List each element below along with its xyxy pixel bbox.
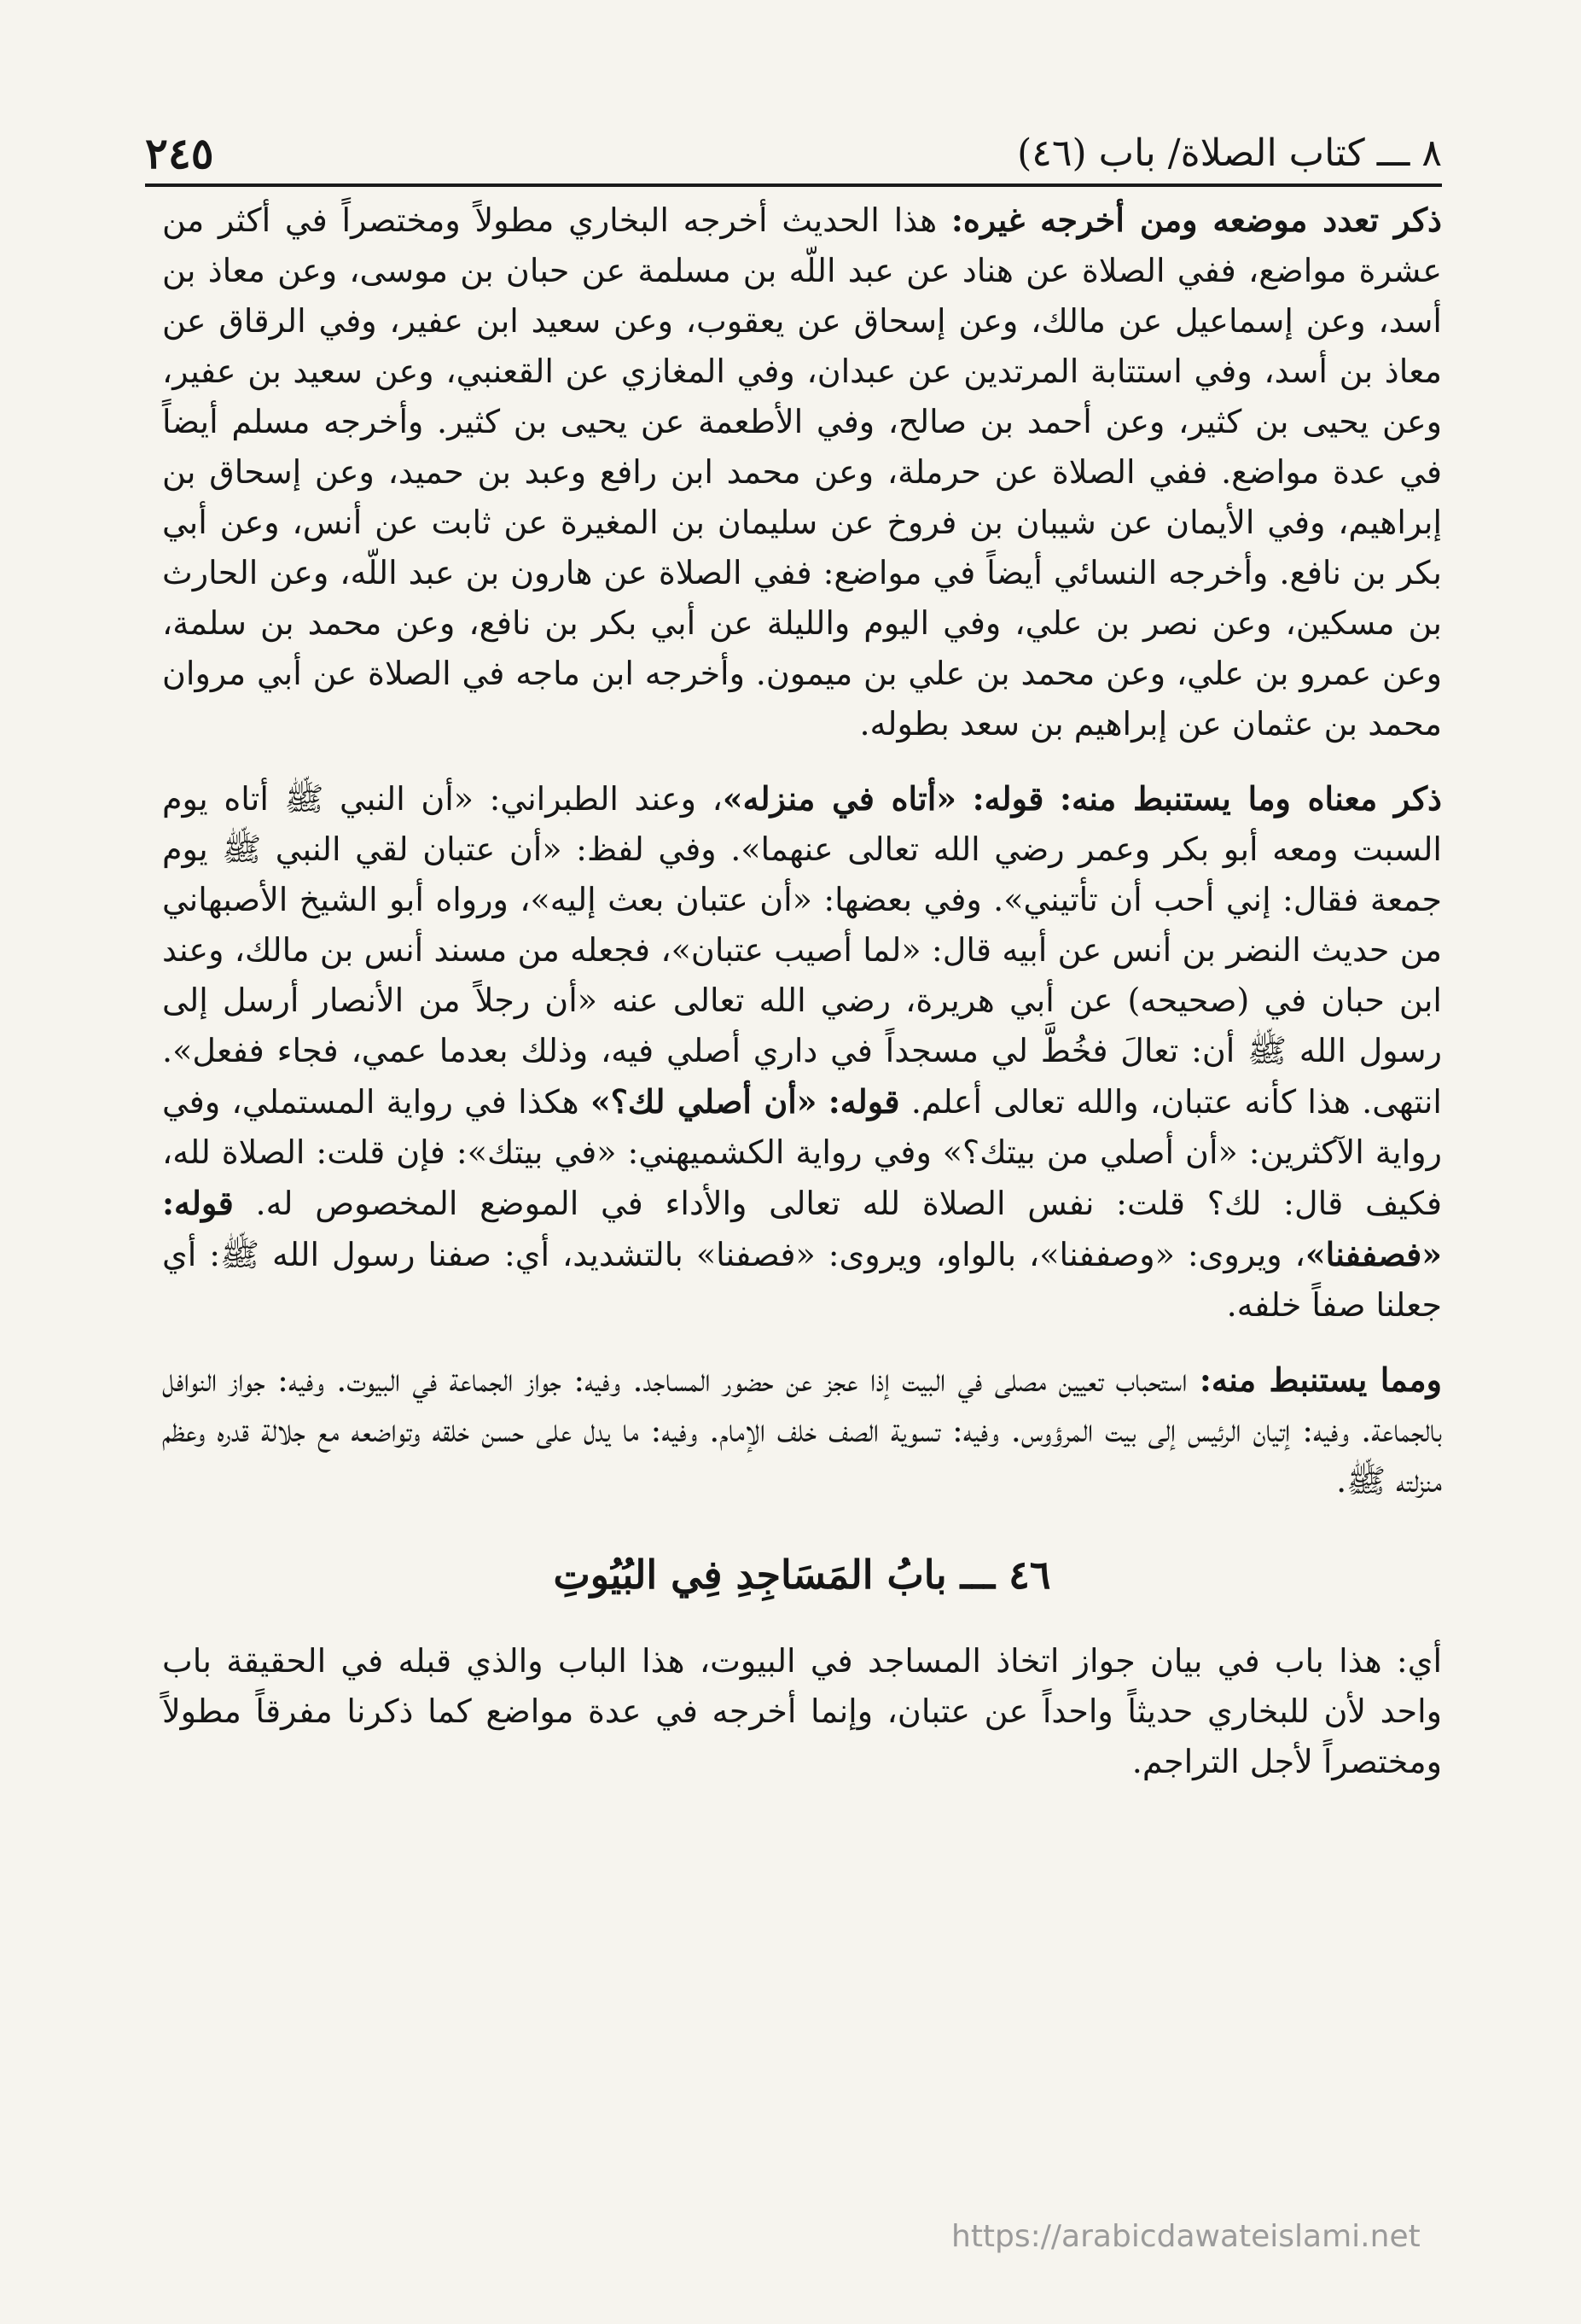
chapter-intro (162, 1636, 1442, 1787)
takhrij-section (162, 195, 1442, 749)
chapter-heading: ٤٦ ـــ بابُ المَسَاجِدِ فِي البُيُوتِ (553, 1552, 1051, 1598)
istinbat-section (162, 1354, 1442, 1506)
qawluhu-label-2: قوله: (828, 1082, 900, 1121)
watermark-url: https://arabicdawateislami.net (951, 2219, 1421, 2254)
chapter-intro-text: أي: هذا باب في بيان جواز اتخاذ المساجد في البيوت، هذا الباب والذي قبله في الحقيقة باب واحد لأن للبخاري حديثاً واحداً عن عتبان، وإنما أخرجه في عدة مواضع كما ذكرنا مفرقاً مطولاً ومختصراً لأجل التراجم. (162, 1642, 1442, 1780)
istinbat-text: استحباب تعيين مصلى في البيت إذا عجز عن حضور المساجد. وفيه: جواز الجماعة في البيوت. وفيه: جواز النوافل بالجماعة. وفيه: إتيان الرئيس إلى بيت المرؤوس. وفيه: تسوية الصف خلف الإمام. وفيه: ما يدل على حسن خلقه وتواضعه مع جلالة قدره وعظم منزلته ﷺ. (162, 1361, 1442, 1500)
qawluhu-label-1: قوله: (972, 779, 1044, 818)
page-body (162, 195, 1442, 1787)
maana-text-2: هكذا في رواية المستملي، وفي رواية الآكثرين: «أن أصلي من بيتك؟» وفي رواية الكشميهني: «في بيتك»: فإن قلت: الصلاة لله، فكيف قال: لك؟ قلت: نفس الصلاة لله تعالى والأداء في الموضع المخصوص له. (162, 1083, 1442, 1222)
maana-text-3: ، ويروى: «وصففنا»، بالواو، ويروى: «فصفنا» بالتشديد، أي: صفنا رسول الله ﷺ: أي جعلنا صفاً خلفه. (162, 1236, 1442, 1324)
page-number: ٢٤٥ (145, 128, 214, 178)
header-divider (145, 183, 1442, 187)
istinbat-paragraph (162, 1354, 1442, 1506)
page-header (145, 128, 1442, 188)
maana-text-1: ، وعند الطبراني: «أن النبي ﷺ أتاه يوم السبت ومعه أبو بكر وعمر رضي الله تعالى عنهما». وفي لفظ: «أن عتبان لقي النبي ﷺ يوم جمعة فقال: إني أحب أن تأتيني». وفي بعضها: «أن عتبان بعث إليه»، ورواه أبو الشيخ الأصبهاني من حديث النضر بن أنس عن أبيه قال: «لما أصيب عتبان»، فجعله من مسند أنس بن مالك، وعند ابن حبان في (صحيحه) عن أبي هريرة، رضي الله تعالى عنه «أن رجلاً من الأنصار أرسل إلى رسول الله ﷺ أن: تعالَ فخُطَّ لي مسجداً في داري أصلي فيه، وذلك بعدما عمي، فجاء ففعل». انتهى. هذا كأنه عتبان، والله تعالى أعلم. (162, 780, 1442, 1121)
takhrij-heading: ذكر تعدد موضعه ومن أخرجه غيره: (950, 201, 1442, 239)
takhrij-paragraph (162, 195, 1442, 749)
quote-1: «أتاه في منزله» (722, 779, 957, 818)
maana-section (162, 773, 1442, 1331)
quote-3: «فصففنا» (1305, 1235, 1442, 1273)
quote-2: «أن أصلي لك؟» (590, 1082, 817, 1121)
qawluhu-label-3: قوله: (162, 1184, 234, 1222)
istinbat-heading: ومما يستنبط منه: (1199, 1360, 1442, 1399)
maana-paragraph (162, 773, 1442, 1331)
maana-heading: ذكر معناه وما يستنبط منه: (1059, 779, 1442, 818)
running-title: ٨ ـــ كتاب الصلاة/ باب (٤٦) (1017, 131, 1442, 175)
takhrij-text: هذا الحديث أخرجه البخاري مطولاً ومختصراً في أكثر من عشرة مواضع، ففي الصلاة عن هناد عن عبد اللّه بن مسلمة عن حبان بن موسى، وعن معاذ بن أسد، وعن إسماعيل عن مالك، وعن إسحاق عن يعقوب، وعن سعيد ابن عفير، وفي الرقاق عن معاذ بن أسد، وفي استتابة المرتدين عن عبدان، وفي المغازي عن القعنبي، وعن سعيد بن عفير، وعن يحيى بن كثير، وعن أحمد بن صالح، وفي الأطعمة عن يحيى بن كثير. وأخرجه مسلم أيضاً في عدة مواضع. ففي الصلاة عن حرملة، وعن محمد ابن رافع وعبد بن حميد، وعن إسحاق بن إبراهيم، وفي الأيمان عن شيبان بن فروخ عن سليمان بن المغيرة عن ثابت عن أنس، وعن أبي بكر بن نافع. وأخرجه النسائي أيضاً في مواضع: ففي الصلاة عن هارون بن عبد اللّه، وعن الحارث بن مسكين، وعن نصر بن علي، وفي اليوم والليلة عن أبي بكر بن نافع، وعن محمد بن سلمة، وعن عمرو بن علي، وعن محمد بن علي بن ميمون. وأخرجه ابن ماجه في الصلاة عن أبي مروان محمد بن عثمان عن إبراهيم بن سعد بطوله. (162, 201, 1442, 743)
